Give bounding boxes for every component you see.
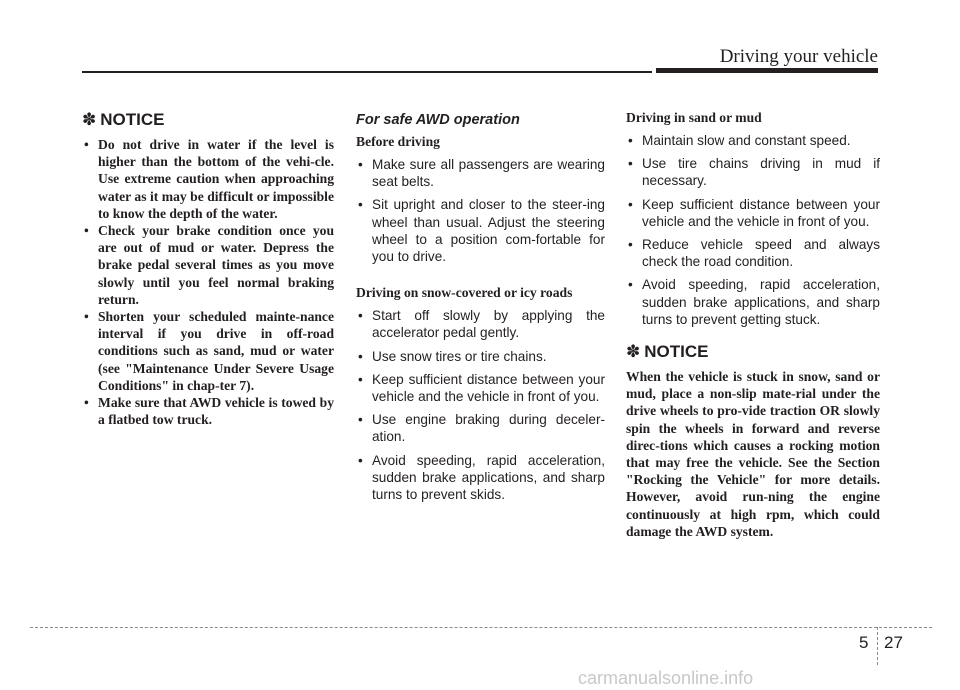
header-rule <box>82 71 652 73</box>
notice-item: • Do not drive in water if the level is higher than the bottom of the vehi-cle. Use extreme caution when approaching water as it may be difficult or impossible to know the depth of the water. <box>82 136 334 222</box>
before-driving-heading: Before driving <box>356 134 440 149</box>
sand-mud-heading: Driving in sand or mud <box>626 110 762 125</box>
list-item: • Keep sufficient distance between your vehicle and the vehicle in front of you. <box>356 371 605 405</box>
notice-box <box>626 342 880 540</box>
notice-star-icon: ✽ <box>82 110 97 129</box>
notice-star-icon: ✽ <box>626 342 641 362</box>
list-item: • Use snow tires or tire chains. <box>356 348 605 365</box>
notice-heading <box>82 110 334 130</box>
list-item: • Use tire chains driving in mud if necessary. <box>626 155 880 189</box>
notice-title: NOTICE <box>644 342 709 362</box>
middle-column <box>356 110 605 509</box>
list-item: • Avoid speeding, rapid acceleration, sudden brake applications, and sharp turns to prevent skids. <box>356 452 605 504</box>
list-item: • Make sure all passengers are wearing seat belts. <box>356 156 605 190</box>
watermark: carmanualsonline.info <box>578 668 754 688</box>
left-column <box>82 110 334 428</box>
list-item: • Use engine braking during deceler-ation. <box>356 411 605 445</box>
snow-ice-heading: Driving on snow-covered or icy roads <box>356 285 573 301</box>
notice-heading <box>626 342 880 362</box>
list-item: • Sit upright and closer to the steer-ing wheel than usual. Adjust the steering wheel to a position com-fortable for you to drive. <box>356 196 605 265</box>
list-item: • Avoid speeding, rapid acceleration, sudden brake applications, and sharp turns to prevent getting stuck. <box>626 276 880 328</box>
chapter-number: 5 <box>859 633 869 652</box>
notice-item: • Make sure that AWD vehicle is towed by a flatbed tow truck. <box>82 394 334 428</box>
header-rule-accent <box>656 68 878 73</box>
list-item: • Keep sufficient distance between your vehicle and the vehicle in front of you. <box>626 196 880 230</box>
footer-divider <box>877 627 878 665</box>
snow-ice-list <box>356 307 605 503</box>
chapter-header: Driving your vehicle <box>719 46 878 67</box>
notice-item: • Shorten your scheduled mainte-nance interval if you drive in off-road conditions such as sand, mud or water (see "Maintenance Under Severe Usage Conditions" in chap-ter 7). <box>82 308 334 394</box>
notice-body: When the vehicle is stuck in snow, sand or mud, place a non-slip mate-rial under the drive wheels to pro-vide traction OR slowly spin the wheels in forward and reverse direc-tions which causes a rocking motion that may free the vehicle. See the Section "Rocking the Vehicle" for more details. However, avoid run-ning the engine continuously at high rpm, which could damage the AWD system. <box>626 369 880 539</box>
notice-item: • Check your brake condition once you are out of mud or water. Depress the brake pedal several times as you move slowly until you feel normal braking return. <box>82 222 334 308</box>
before-driving-list <box>356 156 605 265</box>
list-item: • Start off slowly by applying the accelerator pedal gently. <box>356 307 605 341</box>
notice-list <box>82 136 334 428</box>
right-column <box>626 110 880 540</box>
sand-mud-list <box>626 132 880 328</box>
footer-rule <box>30 627 932 628</box>
list-item: • Reduce vehicle speed and always check the road condition. <box>626 236 880 270</box>
page-number: 27 <box>884 633 903 652</box>
list-item: • Maintain slow and constant speed. <box>626 132 880 149</box>
notice-title: NOTICE <box>100 110 165 129</box>
section-title: For safe AWD operation <box>356 112 520 128</box>
